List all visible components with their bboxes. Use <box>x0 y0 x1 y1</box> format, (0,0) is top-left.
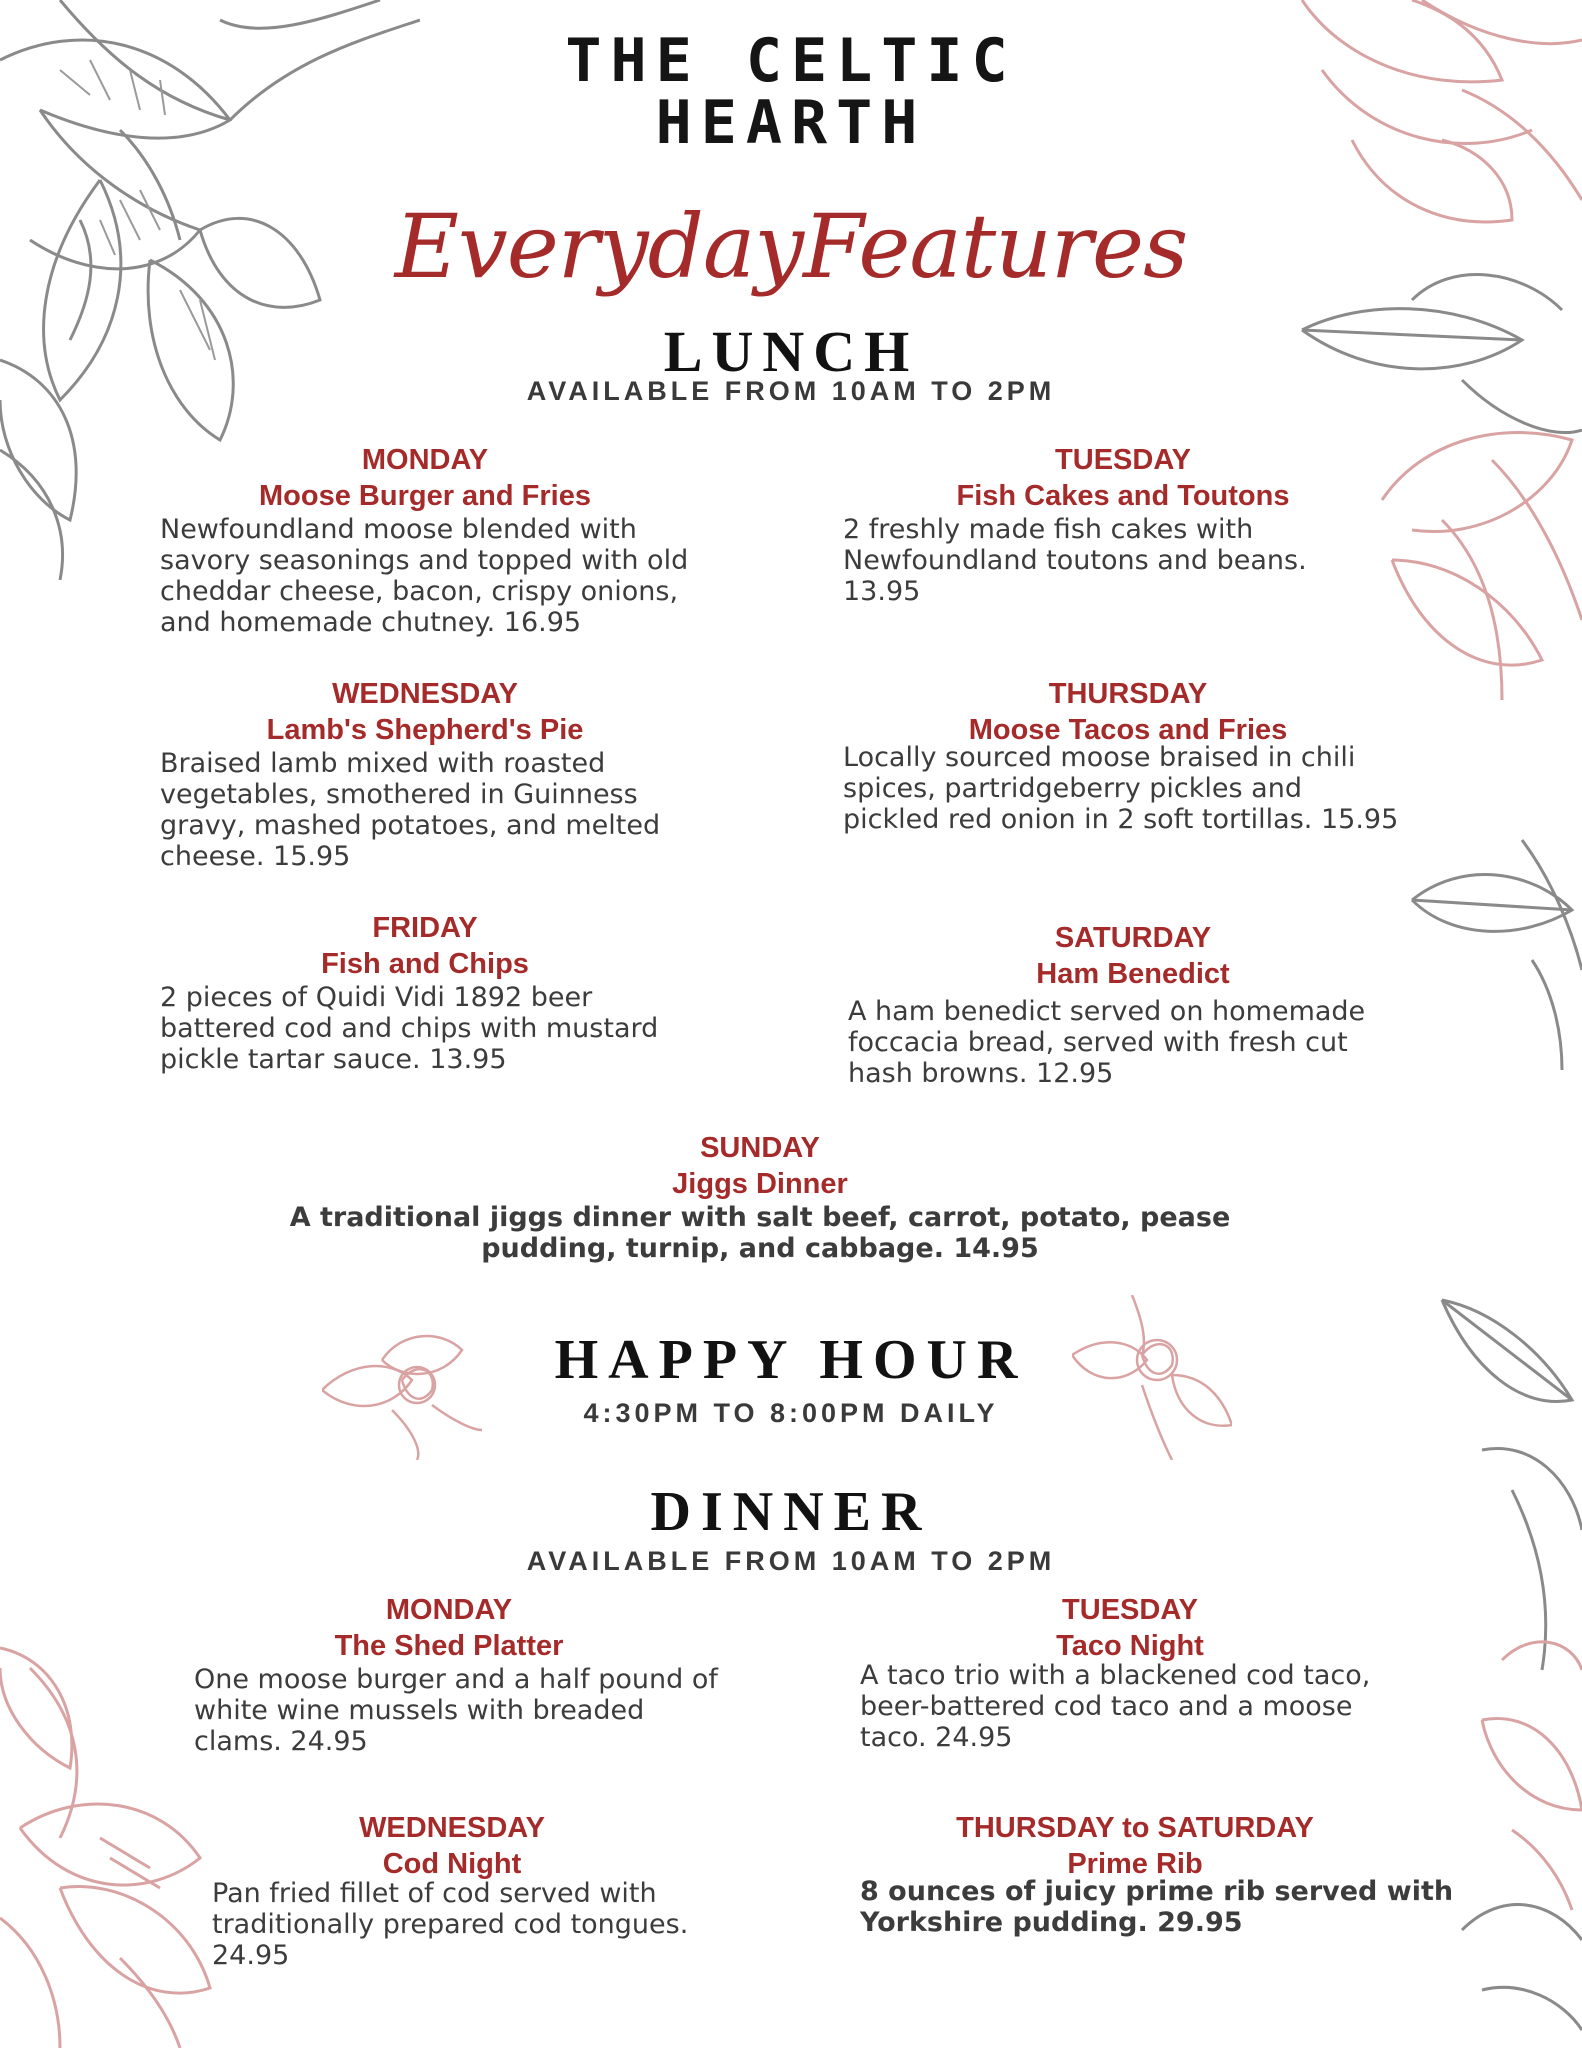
day-label: TUESDAY <box>1055 444 1191 476</box>
lunch-item-wednesday <box>160 676 690 872</box>
lunch-item-thursday <box>843 676 1463 835</box>
day-label: SATURDAY <box>1054 922 1212 954</box>
day-label: WEDNESDAY <box>332 678 518 710</box>
lunch-item-saturday <box>848 920 1418 1089</box>
dish-description: 2 freshly made fish cakes with Newfoundland toutons and beans. 13.95 <box>843 514 1307 607</box>
brand-title-line-1: THE CELTIC <box>565 26 1017 96</box>
day-label: MONDAY <box>361 444 489 476</box>
dish-name: Moose Burger and Fries <box>259 480 591 512</box>
dinner-title: DINNER <box>650 1481 932 1543</box>
dish-description: Braised lamb mixed with roasted vegetables, smothered in Guinness gravy, mashed potatoes, and melted cheese. 15.95 <box>160 748 661 872</box>
dish-name: Ham Benedict <box>1036 958 1230 990</box>
dish-name: The Shed Platter <box>334 1630 564 1662</box>
dish-description: Locally sourced moose braised in chili spices, partridgeberry pickles and pickled red onion in 2 soft tortillas. 15.95 <box>843 742 1399 835</box>
day-label: THURSDAY <box>1048 678 1208 710</box>
dish-description: 2 pieces of Quidi Vidi 1892 beer battered cod and chips with mustard pickle tartar sauce. 13.95 <box>160 982 659 1075</box>
lunch-item-tuesday <box>843 442 1413 607</box>
dinner-item-monday <box>194 1592 764 1757</box>
floral-right-mid-icon <box>1402 820 1582 1080</box>
day-label: WEDNESDAY <box>359 1812 545 1844</box>
dish-name: Fish Cakes and Toutons <box>956 480 1290 512</box>
dish-name: Jiggs Dinner <box>672 1168 848 1200</box>
dish-name: Cod Night <box>382 1848 522 1880</box>
dish-description: 8 ounces of juicy prime rib served with Yorkshire pudding. 29.95 <box>860 1876 1454 1938</box>
lunch-title: LUNCH <box>663 319 919 384</box>
dinner-item-tuesday <box>860 1592 1440 1753</box>
script-title: EverydayFeatures <box>394 195 1188 298</box>
dish-description: One moose burger and a half pound of white wine mussels with breaded clams. 24.95 <box>194 1664 718 1757</box>
dish-description: A ham benedict served on homemade foccacia bread, served with fresh cut hash browns. 12.95 <box>848 996 1366 1089</box>
day-label: FRIDAY <box>372 912 478 944</box>
dish-description: A taco trio with a blackened cod taco, beer-battered cod taco and a moose taco. 24.95 <box>860 1660 1371 1753</box>
brand-title-line-2: HEARTH <box>655 88 927 158</box>
dish-name: Moose Tacos and Fries <box>968 714 1288 746</box>
dish-name: Fish and Chips <box>321 948 529 980</box>
lunch-item-sunday <box>260 1130 1260 1264</box>
dish-description: Pan fried fillet of cod served with traditionally prepared cod tongues. 24.95 <box>212 1878 689 1971</box>
dish-description: Newfoundland moose blended with savory seasonings and topped with old cheddar cheese, bacon, crispy onions, and homemade chutney. 16.95 <box>160 514 689 638</box>
happy-hour-subtitle: 4:30PM TO 8:00PM DAILY <box>583 1398 999 1428</box>
dinner-item-thursday-to-saturday <box>860 1810 1460 1938</box>
dinner-subtitle: AVAILABLE FROM 10AM TO 2PM <box>526 1546 1056 1576</box>
day-label: TUESDAY <box>1062 1594 1198 1626</box>
dish-name: Taco Night <box>1056 1630 1204 1662</box>
lunch-item-friday <box>160 910 690 1075</box>
dish-description: A traditional jiggs dinner with salt beef, carrot, potato, pease pudding, turnip, and cabbage. 14.95 <box>289 1202 1231 1264</box>
day-label: MONDAY <box>385 1594 513 1626</box>
happy-hour-title: HAPPY HOUR <box>554 1329 1028 1391</box>
lunch-item-monday <box>160 442 690 638</box>
day-label: SUNDAY <box>700 1132 820 1164</box>
day-label: THURSDAY to SATURDAY <box>956 1812 1314 1844</box>
dish-name: Prime Rib <box>1067 1848 1203 1880</box>
dinner-item-wednesday <box>212 1810 772 1971</box>
lunch-subtitle: AVAILABLE FROM 10AM TO 2PM <box>526 376 1056 406</box>
dish-name: Lamb's Shepherd's Pie <box>266 714 584 746</box>
